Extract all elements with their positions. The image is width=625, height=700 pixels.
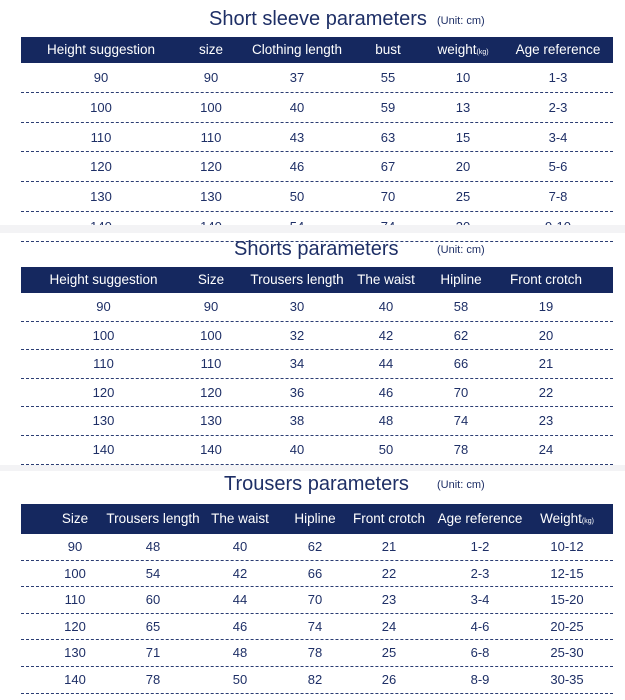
table-row — [21, 379, 613, 408]
cell-size: 140 — [64, 671, 86, 687]
shorts-section — [0, 233, 625, 465]
cell-trousers-length: 71 — [145, 645, 161, 661]
cell-age-reference: 6-8 — [470, 645, 490, 661]
cell-hipline: 66 — [307, 565, 323, 581]
table-row — [21, 152, 613, 182]
cell-weight: 15 — [455, 129, 471, 145]
header-bust: bust — [375, 42, 401, 57]
cell-bust: 70 — [380, 189, 396, 205]
cell-age-reference: 8-9 — [470, 671, 490, 687]
cell-height-suggestion: 100 — [90, 99, 112, 115]
header-height-suggestion: Height suggestion — [49, 272, 158, 287]
cell-size: 140 — [200, 441, 222, 457]
cell-size: 130 — [200, 189, 222, 205]
cell-size: 110 — [200, 356, 222, 372]
header-age-reference: Age reference — [437, 511, 523, 526]
cell-age-reference: 2-3 — [470, 565, 490, 581]
table-row — [21, 123, 613, 153]
cell-weight: 30-35 — [550, 671, 584, 687]
cell-trousers-length: 30 — [289, 299, 305, 314]
header-height-suggestion: Height suggestion — [46, 42, 156, 57]
table-row — [21, 93, 613, 123]
shorts-body — [21, 293, 613, 465]
cell-hipline: 62 — [307, 539, 323, 554]
cell-trousers-length: 48 — [145, 539, 161, 554]
header-trousers-length: Trousers length — [250, 272, 344, 287]
cell-size: 110 — [200, 129, 222, 145]
table-row — [21, 561, 613, 588]
cell-height-suggestion: 90 — [93, 70, 109, 85]
cell-weight: 13 — [455, 99, 471, 115]
cell-size: 120 — [200, 384, 222, 400]
cell-trousers-length: 65 — [145, 618, 161, 634]
cell-height-suggestion: 100 — [92, 327, 115, 343]
header-size: Size — [197, 272, 225, 287]
cell-clothing-length: 43 — [289, 129, 305, 145]
cell-size: 100 — [200, 327, 222, 343]
table-row — [21, 667, 613, 694]
header-weight — [521, 504, 613, 534]
cell-clothing-length: 40 — [289, 99, 305, 115]
cell-height-suggestion: 120 — [92, 384, 115, 400]
table-row — [21, 322, 613, 351]
cell-age-reference: 5-6 — [548, 159, 568, 175]
header-front-crotch: Front crotch — [352, 511, 426, 526]
cell-hipline: 74 — [307, 618, 323, 634]
cell-height-suggestion: 90 — [96, 299, 111, 314]
cell-front-crotch: 25 — [381, 645, 397, 661]
cell-bust: 55 — [380, 70, 396, 85]
header-weight-label: weight — [437, 42, 477, 57]
cell-front-crotch: 26 — [381, 671, 397, 687]
cell-bust: 67 — [380, 159, 396, 175]
cell-trousers-length: 36 — [289, 384, 305, 400]
cell-waist: 44 — [232, 592, 248, 608]
cell-height-suggestion: 130 — [92, 413, 115, 429]
table-row — [21, 182, 613, 212]
header-weight-unit: (kg) — [476, 49, 489, 56]
cell-waist: 48 — [232, 645, 248, 661]
header-front-crotch: Front crotch — [509, 272, 583, 287]
cell-height-suggestion: 110 — [90, 129, 112, 145]
cell-trousers-length: 54 — [145, 565, 161, 581]
cell-waist: 40 — [232, 539, 248, 554]
cell-size: 120 — [200, 159, 222, 175]
shorts-table — [21, 267, 613, 465]
cell-waist: 50 — [378, 441, 394, 457]
cell-size: 90 — [203, 70, 219, 85]
cell-age-reference: 2-3 — [548, 99, 568, 115]
cell-hipline: 66 — [453, 356, 469, 372]
header-age-reference: Age reference — [515, 42, 601, 57]
shorts-unit: (Unit: cm) — [437, 244, 485, 256]
table-row — [21, 293, 613, 322]
cell-size: 90 — [67, 539, 83, 554]
cell-trousers-length: 40 — [289, 441, 305, 457]
cell-waist: 48 — [378, 413, 394, 429]
cell-weight: 20 — [455, 159, 471, 175]
header-weight-label: Weight — [540, 511, 582, 526]
cell-weight: 15-20 — [550, 592, 584, 608]
short-sleeve-header-row — [21, 37, 613, 63]
cell-age-reference: 3-4 — [548, 129, 568, 145]
short-sleeve-body — [21, 63, 613, 242]
header-waist: The waist — [211, 511, 269, 526]
table-row — [21, 63, 613, 93]
cell-front-crotch: 20 — [538, 327, 554, 343]
short-sleeve-section — [0, 0, 625, 225]
cell-weight: 25 — [455, 189, 471, 205]
table-row — [21, 350, 613, 379]
cell-front-crotch: 22 — [381, 565, 397, 581]
cell-age-reference: 7-8 — [548, 189, 568, 205]
cell-weight: 12-15 — [550, 565, 584, 581]
trousers-body — [21, 534, 613, 694]
cell-hipline: 82 — [307, 671, 323, 687]
shorts-header-row — [21, 267, 613, 293]
cell-front-crotch: 23 — [538, 413, 554, 429]
table-row — [21, 614, 613, 641]
cell-front-crotch: 21 — [381, 539, 397, 554]
cell-height-suggestion: 110 — [93, 356, 114, 372]
short-sleeve-title: Short sleeve parameters — [209, 8, 427, 30]
table-row — [21, 587, 613, 614]
cell-front-crotch: 24 — [538, 441, 554, 457]
header-hipline: Hipline — [440, 272, 482, 287]
cell-height-suggestion: 140 — [92, 441, 115, 457]
cell-hipline: 78 — [453, 441, 469, 457]
header-clothing-length: Clothing length — [251, 42, 343, 57]
cell-hipline: 70 — [453, 384, 469, 400]
cell-hipline: 74 — [453, 413, 469, 429]
short-sleeve-table — [21, 37, 613, 242]
trousers-title: Trousers parameters — [224, 473, 409, 495]
shorts-title: Shorts parameters — [234, 238, 399, 260]
cell-bust: 59 — [380, 99, 396, 115]
header-weight — [423, 37, 503, 63]
cell-waist: 46 — [378, 384, 394, 400]
cell-waist: 50 — [232, 671, 248, 687]
cell-age-reference: 4-6 — [470, 618, 490, 634]
trousers-table — [21, 504, 613, 694]
cell-front-crotch: 24 — [381, 618, 397, 634]
cell-clothing-length: 50 — [289, 189, 305, 205]
cell-hipline: 58 — [453, 299, 469, 314]
cell-size: 120 — [64, 618, 86, 634]
table-row — [21, 534, 613, 561]
cell-size: 110 — [64, 592, 86, 608]
cell-waist: 46 — [232, 618, 248, 634]
cell-weight: 25-30 — [550, 645, 584, 661]
cell-size: 100 — [200, 99, 222, 115]
cell-trousers-length: 38 — [289, 413, 305, 429]
header-size: size — [198, 42, 223, 57]
cell-waist: 42 — [232, 565, 248, 581]
cell-clothing-length: 46 — [289, 159, 305, 175]
cell-waist: 40 — [378, 299, 394, 314]
cell-hipline: 62 — [453, 327, 469, 343]
header-waist: The waist — [357, 272, 415, 287]
cell-height-suggestion: 120 — [90, 159, 112, 175]
cell-trousers-length: 78 — [145, 671, 161, 687]
cell-hipline: 78 — [307, 645, 323, 661]
cell-height-suggestion: 130 — [90, 189, 112, 205]
header-size: Size — [61, 511, 89, 526]
cell-size: 90 — [203, 299, 219, 314]
cell-front-crotch: 22 — [538, 384, 554, 400]
cell-clothing-length: 37 — [289, 70, 305, 85]
cell-age-reference: 1-3 — [548, 70, 568, 85]
cell-size: 130 — [64, 645, 86, 661]
short-sleeve-unit: (Unit: cm) — [437, 15, 485, 27]
cell-front-crotch: 23 — [381, 592, 397, 608]
cell-trousers-length: 32 — [289, 327, 305, 343]
header-weight-unit: (kg) — [581, 518, 594, 525]
cell-hipline: 70 — [307, 592, 323, 608]
cell-size: 100 — [64, 565, 86, 581]
cell-front-crotch: 21 — [538, 356, 554, 372]
cell-waist: 44 — [378, 356, 394, 372]
header-trousers-length: Trousers length — [106, 511, 200, 526]
cell-trousers-length: 60 — [145, 592, 161, 608]
cell-bust: 63 — [380, 129, 396, 145]
cell-age-reference: 1-2 — [470, 539, 490, 554]
table-row — [21, 640, 613, 667]
header-hipline: Hipline — [294, 511, 336, 526]
trousers-unit: (Unit: cm) — [437, 479, 485, 491]
cell-trousers-length: 34 — [289, 356, 305, 372]
trousers-section — [0, 471, 625, 700]
cell-weight: 10-12 — [550, 539, 584, 554]
cell-waist: 42 — [378, 327, 394, 343]
table-row — [21, 436, 613, 465]
cell-front-crotch: 19 — [538, 299, 554, 314]
cell-size: 130 — [200, 413, 222, 429]
cell-age-reference: 3-4 — [470, 592, 490, 608]
trousers-header-row — [21, 504, 613, 534]
cell-weight: 20-25 — [550, 618, 584, 634]
cell-weight: 10 — [455, 70, 471, 85]
section-divider-1 — [0, 225, 625, 233]
table-row — [21, 407, 613, 436]
